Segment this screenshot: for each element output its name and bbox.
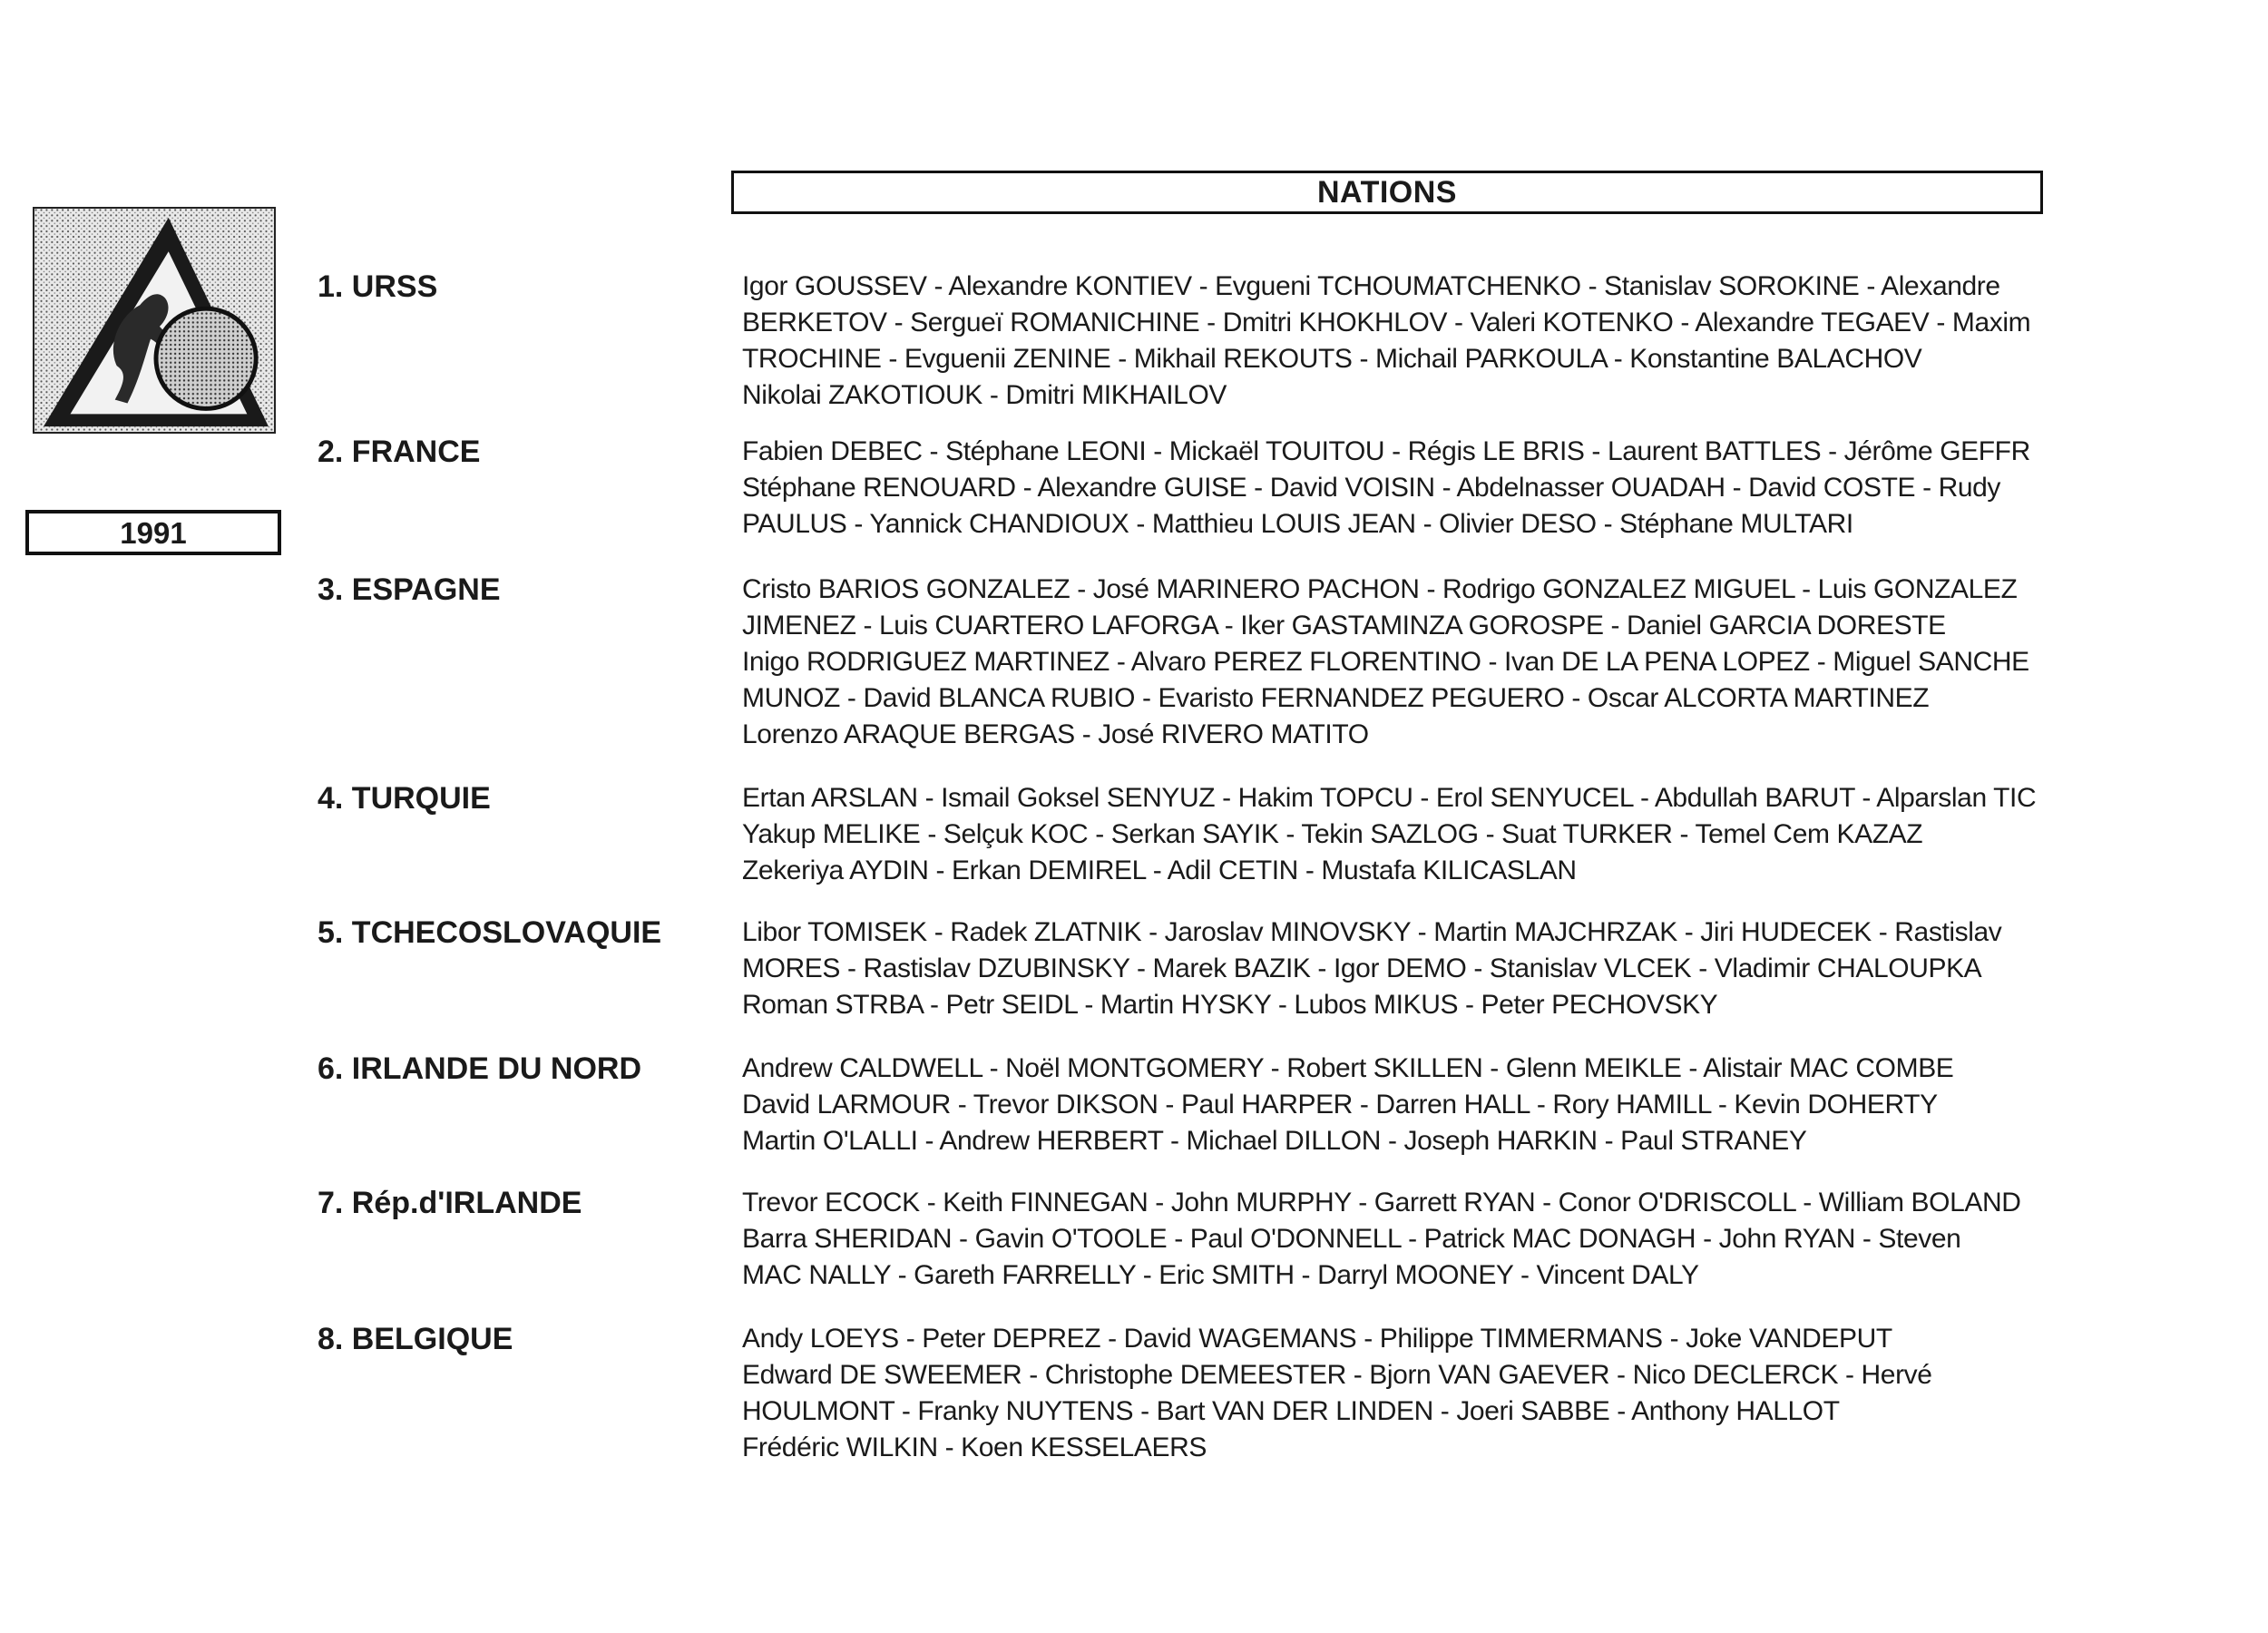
nation-name: 1. URSS bbox=[318, 269, 438, 304]
player-line: Andrew CALDWELL - Noël MONTGOMERY - Robert SKILLEN - Glenn MEIKLE - Alistair MAC COMBE bbox=[742, 1053, 1954, 1083]
player-line: TROCHINE - Evguenii ZENINE - Mikhail REKOUTS - Michail PARKOULA - Konstantine BALACHOV bbox=[742, 344, 1922, 374]
player-line: Zekeriya AYDIN - Erkan DEMIREL - Adil CETIN - Mustafa KILICASLAN bbox=[742, 856, 1577, 885]
player-line: Andy LOEYS - Peter DEPREZ - David WAGEMANS - Philippe TIMMERMANS - Joke VANDEPUT bbox=[742, 1324, 1892, 1354]
player-line: Nikolai ZAKOTIOUK - Dmitri MIKHAILOV bbox=[742, 380, 1227, 410]
player-list bbox=[742, 914, 2194, 1023]
player-line: David LARMOUR - Trevor DIKSON - Paul HARPER - Darren HALL - Rory HAMILL - Kevin DOHERTY bbox=[742, 1090, 1938, 1120]
player-line: Trevor ECOCK - Keith FINNEGAN - John MURPHY - Garrett RYAN - Conor O'DRISCOLL - William BOLAND bbox=[742, 1188, 2021, 1217]
player-line: Igor GOUSSEV - Alexandre KONTIEV - Evgueni TCHOUMATCHENKO - Stanislav SOROKINE - Alexandre bbox=[742, 271, 2000, 301]
player-line: Cristo BARIOS GONZALEZ - José MARINERO PACHON - Rodrigo GONZALEZ MIGUEL - Luis GONZALEZ bbox=[742, 574, 2018, 604]
player-line: Edward DE SWEEMER - Christophe DEMEESTER - Bjorn VAN GAEVER - Nico DECLERCK - Hervé bbox=[742, 1360, 1932, 1390]
player-list bbox=[742, 269, 2194, 414]
player-line: Frédéric WILKIN - Koen KESSELAERS bbox=[742, 1433, 1207, 1462]
player-line: Inigo RODRIGUEZ MARTINEZ - Alvaro PEREZ FLORENTINO - Ivan DE LA PENA LOPEZ - Miguel SANCHE bbox=[742, 647, 2029, 677]
player-list bbox=[742, 780, 2194, 889]
player-line: Ertan ARSLAN - Ismail Goksel SENYUZ - Hakim TOPCU - Erol SENYUCEL - Abdullah BARUT - Alparslan TIC bbox=[742, 783, 2037, 813]
player-list bbox=[742, 572, 2194, 753]
player-line: HOULMONT - Franky NUYTENS - Bart VAN DER LINDEN - Joeri SABBE - Anthony HALLOT bbox=[742, 1396, 1840, 1426]
player-line: Libor TOMISEK - Radek ZLATNIK - Jaroslav MINOVSKY - Martin MAJCHRZAK - Jiri HUDECEK - Rastislav bbox=[742, 917, 2002, 947]
player-list bbox=[742, 1051, 2194, 1159]
player-line: BERKETOV - Sergueï ROMANICHINE - Dmitri KHOKHLOV - Valeri KOTENKO - Alexandre TEGAEV - Maxim bbox=[742, 308, 2031, 337]
nation-name: 6. IRLANDE DU NORD bbox=[318, 1051, 642, 1086]
player-line: PAULUS - Yannick CHANDIOUX - Matthieu LOUIS JEAN - Olivier DESO - Stéphane MULTARI bbox=[742, 509, 1853, 539]
player-list bbox=[742, 434, 2194, 543]
sisyphus-triangle-logo-icon bbox=[33, 207, 276, 434]
player-line: Fabien DEBEC - Stéphane LEONI - Mickaël TOUITOU - Régis LE BRIS - Laurent BATTLES - Jérôme GEFFR bbox=[742, 436, 2030, 466]
player-list bbox=[742, 1321, 2194, 1466]
nations-header: NATIONS bbox=[731, 171, 2043, 214]
nation-name: 3. ESPAGNE bbox=[318, 572, 501, 607]
player-line: Barra SHERIDAN - Gavin O'TOOLE - Paul O'DONNELL - Patrick MAC DONAGH - John RYAN - Steven bbox=[742, 1224, 1961, 1254]
player-line: MORES - Rastislav DZUBINSKY - Marek BAZIK - Igor DEMO - Stanislav VLCEK - Vladimir CHALOUPKA bbox=[742, 953, 1982, 983]
player-line: Yakup MELIKE - Selçuk KOC - Serkan SAYIK - Tekin SAZLOG - Suat TURKER - Temel Cem KAZAZ bbox=[742, 819, 1923, 849]
player-line: MAC NALLY - Gareth FARRELLY - Eric SMITH - Darryl MOONEY - Vincent DALY bbox=[742, 1260, 1699, 1290]
player-line: JIMENEZ - Luis CUARTERO LAFORGA - Iker GASTAMINZA GOROSPE - Daniel GARCIA DORESTE bbox=[742, 611, 1946, 640]
player-line: Stéphane RENOUARD - Alexandre GUISE - David VOISIN - Abdelnasser OUADAH - David COSTE - Rudy bbox=[742, 473, 2001, 503]
player-list bbox=[742, 1185, 2194, 1294]
player-line: MUNOZ - David BLANCA RUBIO - Evaristo FERNANDEZ PEGUERO - Oscar ALCORTA MARTINEZ bbox=[742, 683, 1930, 713]
nation-name: 8. BELGIQUE bbox=[318, 1322, 513, 1356]
nation-name: 7. Rép.d'IRLANDE bbox=[318, 1186, 582, 1220]
player-line: Martin O'LALLI - Andrew HERBERT - Michael DILLON - Joseph HARKIN - Paul STRANEY bbox=[742, 1126, 1807, 1156]
year-label: 1991 bbox=[25, 510, 281, 555]
player-line: Lorenzo ARAQUE BERGAS - José RIVERO MATITO bbox=[742, 719, 1369, 749]
nation-name: 4. TURQUIE bbox=[318, 781, 491, 816]
nation-name: 2. FRANCE bbox=[318, 435, 481, 469]
nation-name: 5. TCHECOSLOVAQUIE bbox=[318, 915, 662, 950]
player-line: Roman STRBA - Petr SEIDL - Martin HYSKY - Lubos MIKUS - Peter PECHOVSKY bbox=[742, 990, 1718, 1020]
